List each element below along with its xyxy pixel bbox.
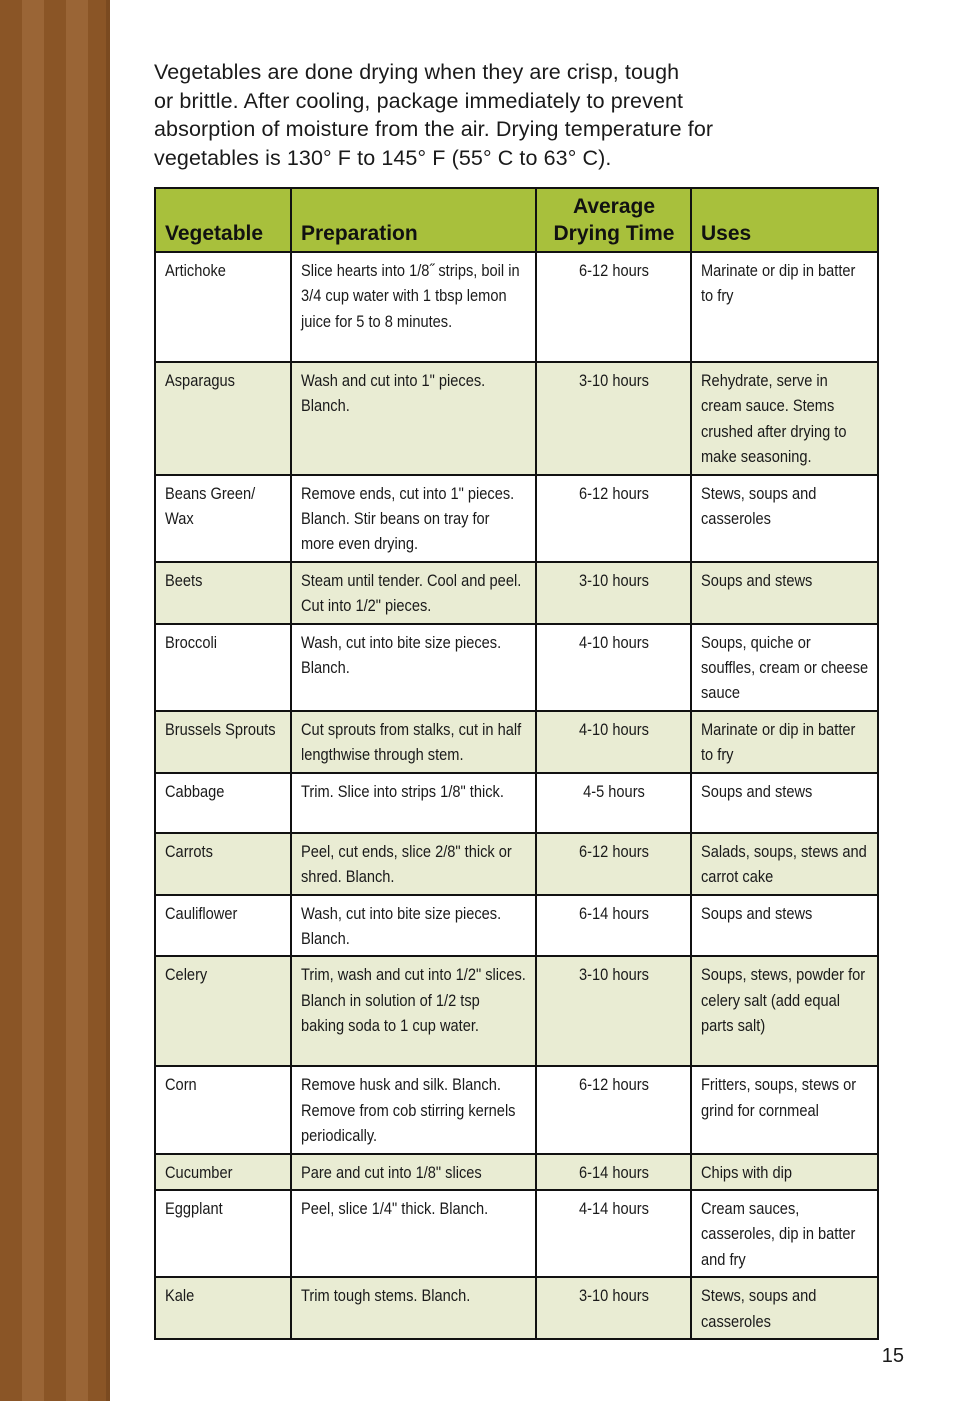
cell-uses <box>691 1066 878 1153</box>
cell-preparation <box>291 252 536 362</box>
cell-uses-text: Marinate or dip in batter to fry <box>701 261 856 306</box>
table-row <box>155 1154 878 1190</box>
cell-vegetable <box>155 362 291 475</box>
cell-vegetable <box>155 773 291 833</box>
decorative-stripe-band <box>0 0 110 1401</box>
cell-uses <box>691 773 878 833</box>
cell-drying-time-text: 6-12 hours <box>579 483 649 503</box>
cell-drying-time <box>536 1066 691 1153</box>
cell-preparation-text: Steam until tender. Cool and peel. Cut into 1/2" pieces. <box>301 570 522 616</box>
cell-drying-time <box>536 1190 691 1277</box>
cell-uses-text: Soups, quiche or souffles, cream or cheese sauce <box>701 632 869 703</box>
cell-preparation <box>291 475 536 562</box>
table-row <box>155 895 878 957</box>
cell-drying-time-text: 6-14 hours <box>579 903 649 923</box>
cell-preparation <box>291 956 536 1066</box>
cell-uses-text: Soups and stews <box>701 570 813 590</box>
table-row <box>155 562 878 624</box>
cell-uses <box>691 1190 878 1277</box>
cell-preparation-text: Wash, cut into bite size pieces. Blanch. <box>301 903 502 948</box>
cell-vegetable <box>155 1190 291 1277</box>
cell-vegetable-text: Artichoke <box>165 261 226 280</box>
cell-vegetable-text: Beets <box>165 570 203 590</box>
cell-vegetable <box>155 624 291 711</box>
cell-drying-time-text: 4-14 hours <box>579 1198 649 1218</box>
cell-uses-text: Salads, soups, stews and carrot cake <box>701 841 867 887</box>
cell-uses <box>691 956 878 1066</box>
cell-preparation-text: Pare and cut into 1/8" slices <box>301 1162 482 1182</box>
table-header-row <box>155 188 878 252</box>
table-row <box>155 475 878 562</box>
cell-preparation-text: Peel, cut ends, slice 2/8" thick or shred. Blanch. <box>301 841 512 887</box>
header-drying-time-line2: Drying Time <box>553 222 675 245</box>
cell-vegetable <box>155 1066 291 1153</box>
cell-vegetable <box>155 956 291 1066</box>
cell-vegetable <box>155 1154 291 1190</box>
cell-preparation-text: Trim, wash and cut into 1/2" slices. Blanch in solution of 1/2 tsp baking soda to 1 cup water. <box>301 965 526 1036</box>
vegetable-drying-table <box>154 187 879 1340</box>
cell-uses <box>691 562 878 624</box>
cell-drying-time-text: 6-12 hours <box>579 1075 649 1095</box>
cell-vegetable-text: Eggplant <box>165 1198 223 1218</box>
cell-vegetable-text: Brussels Sprouts <box>165 719 276 739</box>
header-vegetable: Vegetable <box>155 188 291 252</box>
cell-preparation-text: Cut sprouts from stalks, cut in half lengthwise through stem. <box>301 719 522 765</box>
table-row <box>155 1190 878 1277</box>
cell-drying-time <box>536 362 691 475</box>
cell-uses <box>691 475 878 562</box>
cell-uses-text: Marinate or dip in batter to fry <box>701 719 856 765</box>
cell-uses <box>691 1277 878 1339</box>
cell-preparation-text: Wash, cut into bite size pieces. Blanch. <box>301 632 502 678</box>
cell-drying-time <box>536 562 691 624</box>
cell-drying-time-text: 3-10 hours <box>579 371 649 390</box>
cell-uses <box>691 895 878 957</box>
cell-uses-text: Soups, stews, powder for celery salt (add equal parts salt) <box>701 965 866 1036</box>
cell-preparation <box>291 1154 536 1190</box>
table-row <box>155 252 878 362</box>
cell-preparation-text: Slice hearts into 1/8˝ strips, boil in 3/4 cup water with 1 tbsp lemon juice for 5 to 8 minutes. <box>301 261 520 331</box>
cell-drying-time <box>536 1277 691 1339</box>
cell-uses <box>691 252 878 362</box>
cell-preparation <box>291 711 536 773</box>
cell-drying-time-text: 6-12 hours <box>579 261 649 280</box>
header-drying-time <box>536 188 691 252</box>
cell-preparation <box>291 1277 536 1339</box>
cell-vegetable <box>155 895 291 957</box>
intro-line: or brittle. After cooling, package immediately to prevent <box>154 88 684 113</box>
cell-uses-text: Stews, soups and casseroles <box>701 483 817 529</box>
cell-drying-time <box>536 895 691 957</box>
cell-preparation <box>291 833 536 895</box>
cell-drying-time <box>536 833 691 895</box>
cell-preparation-text: Wash and cut into 1" pieces. Blanch. <box>301 371 486 416</box>
header-drying-time-line1: Average <box>572 195 656 218</box>
cell-preparation <box>291 773 536 833</box>
cell-drying-time-text: 4-10 hours <box>579 632 649 652</box>
cell-vegetable-text: Cabbage <box>165 781 225 801</box>
cell-vegetable-text: Broccoli <box>165 632 218 652</box>
cell-vegetable-text: Beans Green/ Wax <box>165 483 256 529</box>
table-row <box>155 773 878 833</box>
cell-vegetable <box>155 1277 291 1339</box>
cell-drying-time-text: 6-12 hours <box>579 841 649 861</box>
cell-preparation <box>291 1066 536 1153</box>
intro-paragraph <box>154 58 854 172</box>
cell-drying-time <box>536 624 691 711</box>
table-row <box>155 956 878 1066</box>
cell-uses-text: Rehydrate, serve in cream sauce. Stems crushed after drying to make seasoning. <box>701 371 847 467</box>
cell-preparation-text: Remove husk and silk. Blanch. Remove from cob stirring kernels periodically. <box>301 1075 516 1146</box>
cell-uses <box>691 1154 878 1190</box>
cell-drying-time-text: 3-10 hours <box>579 570 649 590</box>
table-row <box>155 711 878 773</box>
cell-preparation <box>291 1190 536 1277</box>
cell-uses <box>691 624 878 711</box>
cell-vegetable <box>155 711 291 773</box>
cell-preparation <box>291 562 536 624</box>
intro-line: vegetables is 130° F to 145° F (55° C to 63° C). <box>154 145 612 170</box>
table-row <box>155 362 878 475</box>
cell-preparation-text: Trim. Slice into strips 1/8" thick. <box>301 781 504 801</box>
header-preparation: Preparation <box>291 188 536 252</box>
intro-line: absorption of moisture from the air. Drying temperature for <box>154 117 714 141</box>
cell-vegetable-text: Celery <box>165 965 208 985</box>
cell-vegetable-text: Cauliflower <box>165 903 238 923</box>
cell-preparation <box>291 362 536 475</box>
cell-preparation <box>291 624 536 711</box>
cell-vegetable <box>155 562 291 624</box>
cell-drying-time <box>536 252 691 362</box>
cell-uses-text: Soups and stews <box>701 781 813 801</box>
cell-uses <box>691 833 878 895</box>
cell-drying-time <box>536 711 691 773</box>
cell-vegetable-text: Carrots <box>165 841 213 861</box>
table-row <box>155 624 878 711</box>
cell-preparation <box>291 895 536 957</box>
table-row <box>155 1066 878 1153</box>
cell-vegetable-text: Kale <box>165 1286 195 1306</box>
cell-vegetable <box>155 252 291 362</box>
cell-drying-time <box>536 475 691 562</box>
page-number: 15 <box>881 1345 904 1367</box>
cell-preparation-text: Trim tough stems. Blanch. <box>301 1286 471 1306</box>
cell-vegetable <box>155 475 291 562</box>
cell-drying-time-text: 3-10 hours <box>579 965 649 985</box>
table-row <box>155 833 878 895</box>
cell-preparation-text: Remove ends, cut into 1" pieces. Blanch. Stir beans on tray for more even drying. <box>301 483 515 554</box>
cell-uses-text: Stews, soups and casseroles <box>701 1286 817 1331</box>
cell-vegetable <box>155 833 291 895</box>
cell-uses-text: Cream sauces, casseroles, dip in batter and fry <box>701 1198 856 1269</box>
table-row <box>155 1277 878 1339</box>
cell-uses <box>691 711 878 773</box>
cell-vegetable-text: Corn <box>165 1075 197 1095</box>
cell-drying-time-text: 4-5 hours <box>583 781 645 801</box>
intro-line: Vegetables are done drying when they are crisp, tough <box>154 60 680 84</box>
cell-uses-text: Soups and stews <box>701 903 813 923</box>
cell-drying-time-text: 4-10 hours <box>579 719 649 739</box>
cell-drying-time <box>536 773 691 833</box>
cell-preparation-text: Peel, slice 1/4" thick. Blanch. <box>301 1198 489 1218</box>
cell-drying-time-text: 6-14 hours <box>579 1162 649 1182</box>
cell-vegetable-text: Cucumber <box>165 1162 233 1182</box>
cell-drying-time <box>536 1154 691 1190</box>
cell-vegetable-text: Asparagus <box>165 371 235 390</box>
cell-uses-text: Chips with dip <box>701 1162 793 1182</box>
cell-drying-time-text: 3-10 hours <box>579 1286 649 1306</box>
header-uses: Uses <box>691 188 878 252</box>
cell-drying-time <box>536 956 691 1066</box>
cell-uses <box>691 362 878 475</box>
cell-uses-text: Fritters, soups, stews or grind for cornmeal <box>701 1075 857 1120</box>
